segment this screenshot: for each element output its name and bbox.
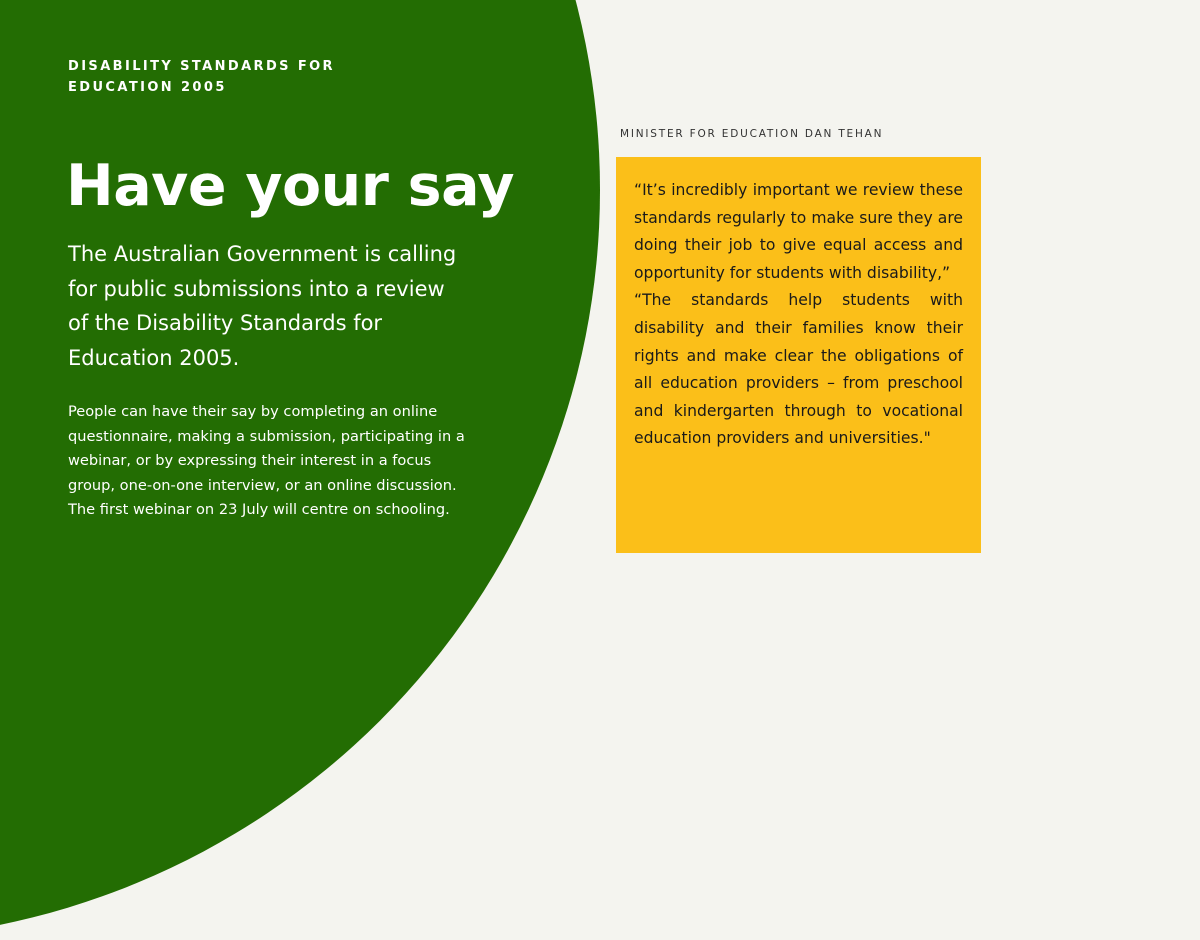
body-paragraph: People can have their say by completing an online questionnaire, making a submission, participating in a webinar, or by expressing their interest in a focus group, one-on-one interview, or an online discussion. The first webinar on 23 July will centre on schooling.	[68, 403, 465, 518]
lead-paragraph: The Australian Government is calling for public submissions into a review of the Disability Standards for Education 2005.	[68, 242, 457, 370]
quote-paragraph-2: “The standards help students with disability and their families know their rights and make clear the obligations of all education providers – from preschool and kindergarten through to vocational education providers and universities."	[634, 291, 963, 448]
headline: Have your say	[66, 153, 514, 219]
quote-paragraph-1: “It’s incredibly important we review these standards regularly to make sure they are doing their job to give equal access and opportunity for students with disability,”	[634, 181, 963, 282]
quote-attribution: MINISTER FOR EDUCATION DAN TEHAN	[620, 128, 884, 140]
eyebrow-title: DISABILITY STANDARDS FOR EDUCATION 2005	[68, 59, 335, 95]
quote-box	[616, 157, 981, 553]
